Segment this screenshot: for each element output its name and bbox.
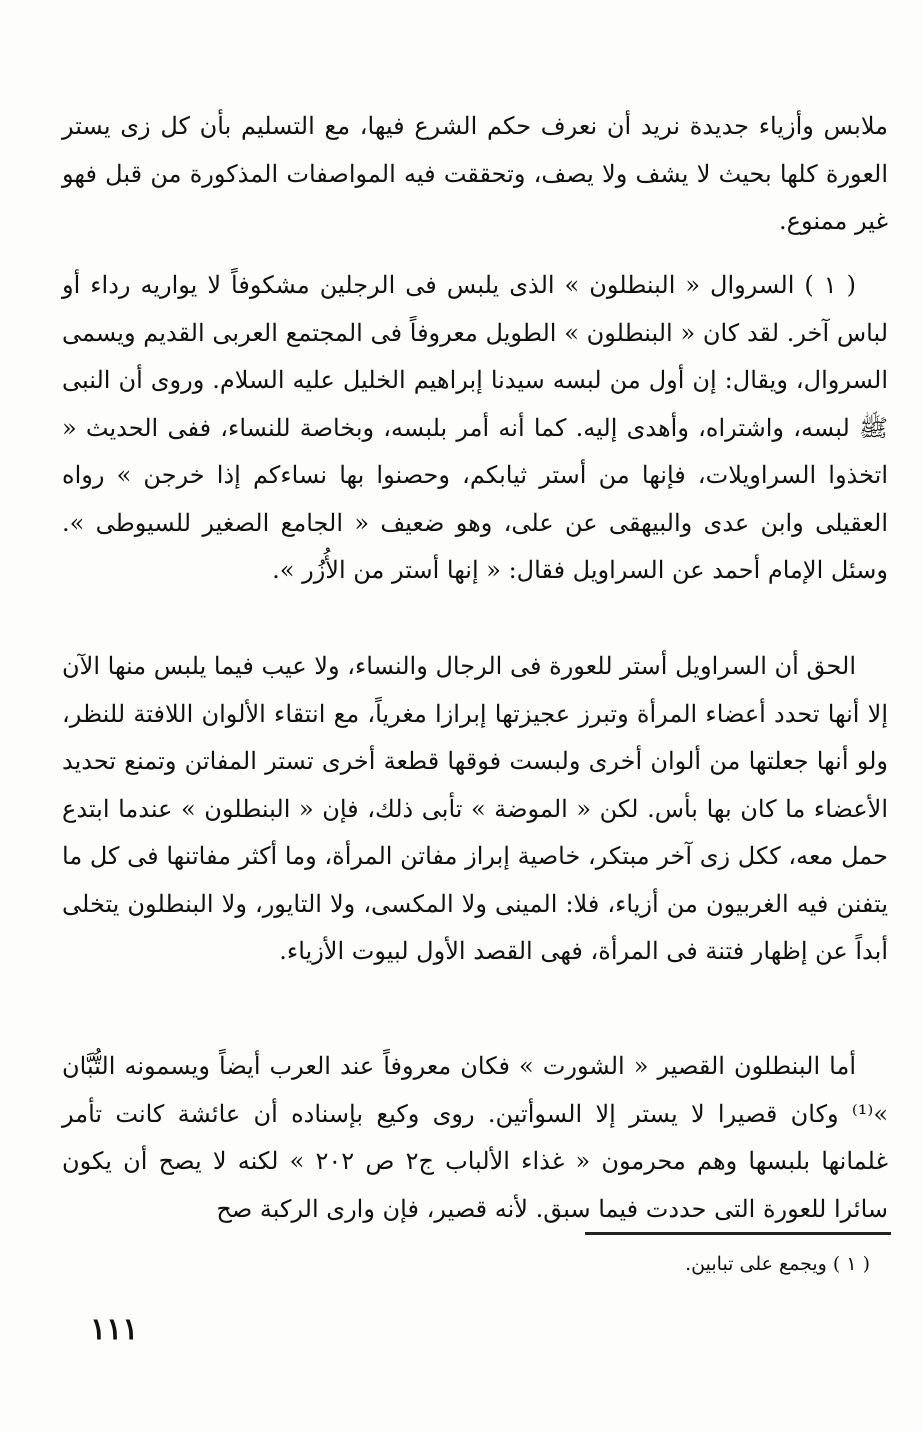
footnote-divider bbox=[585, 1232, 891, 1235]
paragraph-2: ( ١ ) السروال « البنطلون » الذى يلبس فى الرجلين مشكوفاً لا يواريه رداء أو لباس آخر. لقد كان « البنطلون » الطويل معروفاً فى المجتمع العربى القديم ويسمى السروال، ويقال: إن أول من لبسه سيدنا إبراهيم الخليل عليه السلام. وروى أن النبى ﷺ لبسه، واشتراه، وأهدى إليه. كما أنه أمر بلبسه، وبخاصة للنساء، ففى الحديث « اتخذوا السراويلات، فإنها من أستر ثيابكم، وحصنوا بها نساءكم إذا خرجن » رواه العقيلى وابن عدى والبيهقى عن على، وهو ضعيف « الجامع الصغير للسيوطى ». وسئل الإمام أحمد عن السراويل فقال: « إنها أستر من الأُزُر ». bbox=[62, 271, 889, 584]
paragraph-4: أما البنطلون القصير « الشورت » فكان معروفاً عند العرب أيضاً ويسمونه التُّبَّان »⁽¹⁾ وكان قصيرا لا يستر إلا السوأتين. روى وكيع بإسناده أن عائشة كانت تأمر غلمانها بلبسها وهم محرمون « غذاء الألباب ج٢ ص ٢٠٢ » لكنه لا يصح أن يكون سائرا للعورة التى حددت فيما سبق. لأنه قصير، فإن وارى الركبة صح bbox=[62, 1052, 889, 1223]
paragraph-1: ملابس وأزياء جديدة نريد أن نعرف حكم الشرع فيها، مع التسليم بأن كل زى يستر العورة كلها بحيث لا يشف ولا يصف، وتحققت فيه المواصفات المذكورة من قبل فهو غير ممنوع. bbox=[62, 112, 888, 235]
paragraph-3: الحق أن السراويل أستر للعورة فى الرجال والنساء، ولا عيب فيما يلبس منها الآن إلا أنها تحدد أعضاء المرأة وتبرز عجيزتها إبرازا مغرياً، مع انتقاء الألوان اللافتة للنظر، ولو أنها جعلتها من ألوان أخرى ولبست فوقها قطعة أخرى تستر المفاتن وتمنع تحديد الأعضاء ما كان بها بأس. لكن « الموضة » تأبى ذلك، فإن « البنطلون » عندما ابتدع حمل معه، ككل زى آخر مبتكر، خاصية إبراز مفاتن المرأة، وما أكثر مفاتنها فى كل ما يتفنن فيه الغربيون من أزياء، فلا: المينى ولا المكسى، ولا التايور، ولا البنطلون يتخلى أبداً عن إظهار فتنة فى المرأة، فهى القصد الأول لبيوت الأزياء. bbox=[62, 652, 888, 965]
page-number: ١١١ bbox=[90, 1312, 139, 1347]
footnote: ( ١ ) ويجمع على تبابين. bbox=[685, 1253, 870, 1275]
